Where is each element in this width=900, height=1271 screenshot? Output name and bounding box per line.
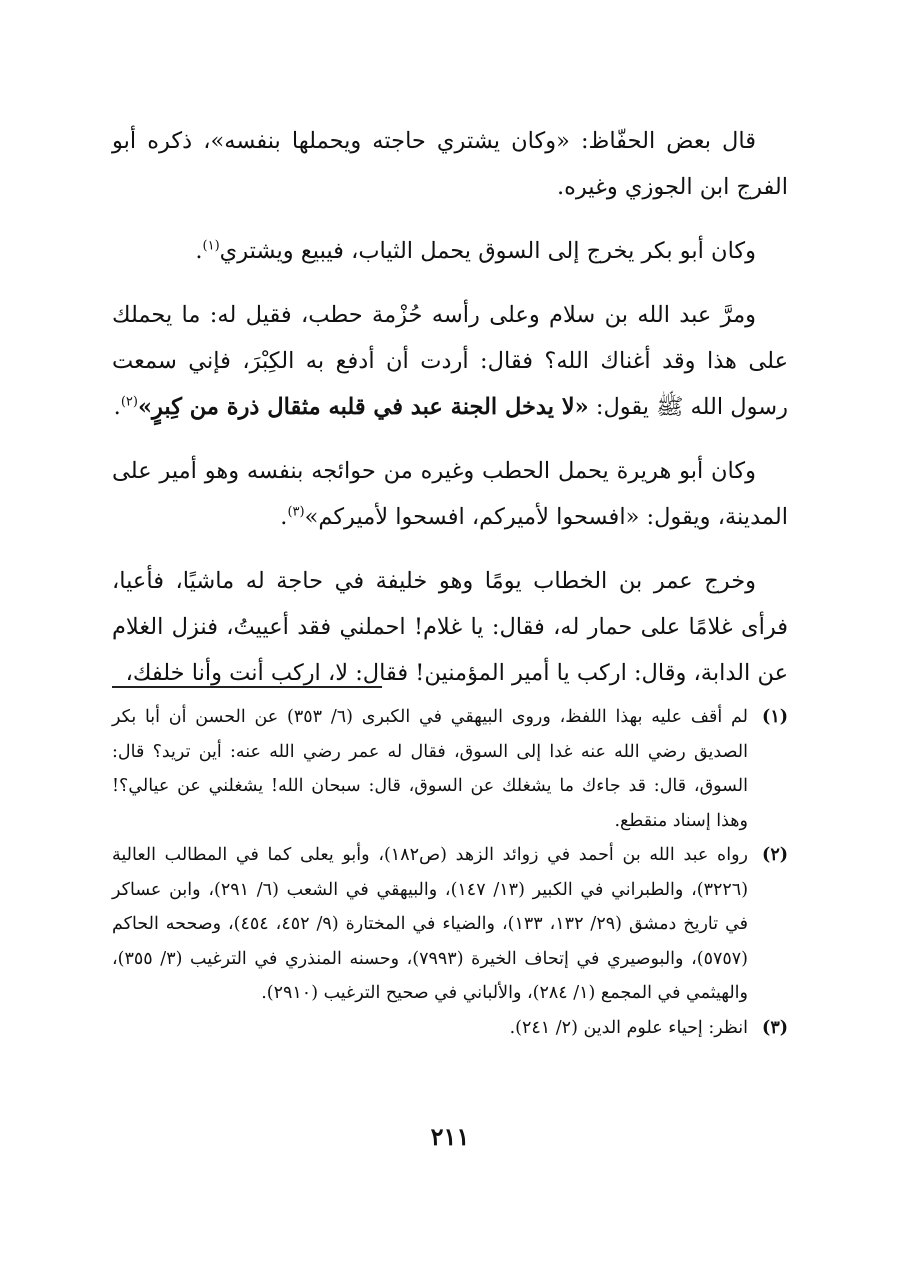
paragraph-4: وكان أبو هريرة يحمل الحطب وغيره من حوائجه بنفسه وهو أمير على المدينة، ويقول: «افسحوا لأميركم، افسحوا لأميركم»$^{(٣)}$.	[112, 458, 788, 530]
footnote-number: (١)	[762, 707, 788, 727]
footnote-text: انظر: إحياء علوم الدين (٢/ ٢٤١).	[509, 1017, 748, 1038]
footnote-marker-2: (٢)	[120, 394, 138, 410]
paragraph-4-text: وكان أبو هريرة يحمل الحطب وغيره من حوائجه بنفسه وهو أمير على المدينة، ويقول: «افسحوا لأميركم، افسحوا لأميركم»	[112, 458, 788, 530]
page-number: ٢١١	[430, 1122, 470, 1151]
footnotes	[112, 700, 788, 1045]
footnote-text: لم أقف عليه بهذا اللفظ، وروى البيهقي في الكبرى (٦/ ٣٥٣) عن الحسن أن أبا بكر الصديق رضي الله عنه غدا إلى السوق، فقال له عمر رضي الله عنه: أين تريد؟ قال: السوق، قال: قد جاءك ما يشغلك عن السوق، قال: سبحان الله! يشغلني عن عيالي؟! وهذا إسناد منقطع.	[112, 707, 748, 831]
footnote-marker-3: (٣)	[287, 504, 305, 520]
paragraph-2: وكان أبو بكر يخرج إلى السوق يحمل الثياب، فيبيع ويشتري$^{(١)}$.	[195, 238, 756, 264]
hadith-quote: «لا يدخل الجنة عبد في قلبه مثقال ذرة من كِبرٍ»	[137, 394, 589, 420]
paragraph-3: ومرَّ عبد الله بن سلام وعلى رأسه حُزْمة حطب، فقيل له: ما يحملك على هذا وقد أغناك الله؟ فقال: أردت أن أدفع به الكِبْرَ، فإني سمعت رسول الله ﷺ يقول: «لا يدخل الجنة عبد في قلبه مثقال ذرة من كِبرٍ»$^{(٢)}$.	[112, 302, 788, 420]
footnote-text: رواه عبد الله بن أحمد في زوائد الزهد (ص١٨٢)، وأبو يعلى كما في المطالب العالية (٣٢٢٦)، والطبراني في الكبير (١٣/ ١٤٧)، والبيهقي في الشعب (٦/ ٢٩١)، وابن عساكر في تاريخ دمشق (٢٩/ ١٣٢، ١٣٣)، والضياء في المختارة (٩/ ٤٥٢، ٤٥٤)، وصححه الحاكم (٥٧٥٧)، والبوصيري في إتحاف الخيرة (٧٩٩٣)، وحسنه المنذري في الترغيب (٣/ ٣٥٥)، والهيثمي في المجمع (١/ ٢٨٤)، والألباني في صحيح الترغيب (٢٩١٠).	[112, 845, 749, 1003]
footnote-3	[112, 1011, 788, 1046]
footnote-number: (٢)	[762, 845, 788, 865]
paragraph-1: قال بعض الحفّاظ: «وكان يشتري حاجته ويحملها بنفسه»، ذكره أبو الفرج ابن الجوزي وغيره.	[112, 128, 788, 200]
footnote-2	[112, 838, 788, 1011]
paragraph-3-text: ومرَّ عبد الله بن سلام وعلى رأسه حُزْمة حطب، فقيل له: ما يحملك على هذا وقد أغناك الله؟ فقال: أردت أن أدفع به الكِبْرَ، فإني سمعت رسول الله ﷺ يقول:	[112, 302, 788, 420]
paragraph-2-text: وكان أبو بكر يخرج إلى السوق يحمل الثياب، فيبيع ويشتري	[219, 238, 756, 264]
footnote-1	[112, 700, 788, 838]
footnote-number: (٣)	[762, 1017, 788, 1038]
main-text	[112, 118, 788, 714]
footnote-marker-1: (١)	[202, 238, 220, 254]
footnote-separator	[112, 686, 382, 688]
paragraph-5: وخرج عمر بن الخطاب يومًا وهو خليفة في حاجة له ماشيًا، فأعيا، فرأى غلامًا على حمار له، فقال: يا غلام! احملني فقد أعييتُ، فنزل الغلام عن الدابة، وقال: اركب يا أمير المؤمنين! فقال: لا، اركب أنت وأنا خلفك،	[112, 568, 788, 686]
